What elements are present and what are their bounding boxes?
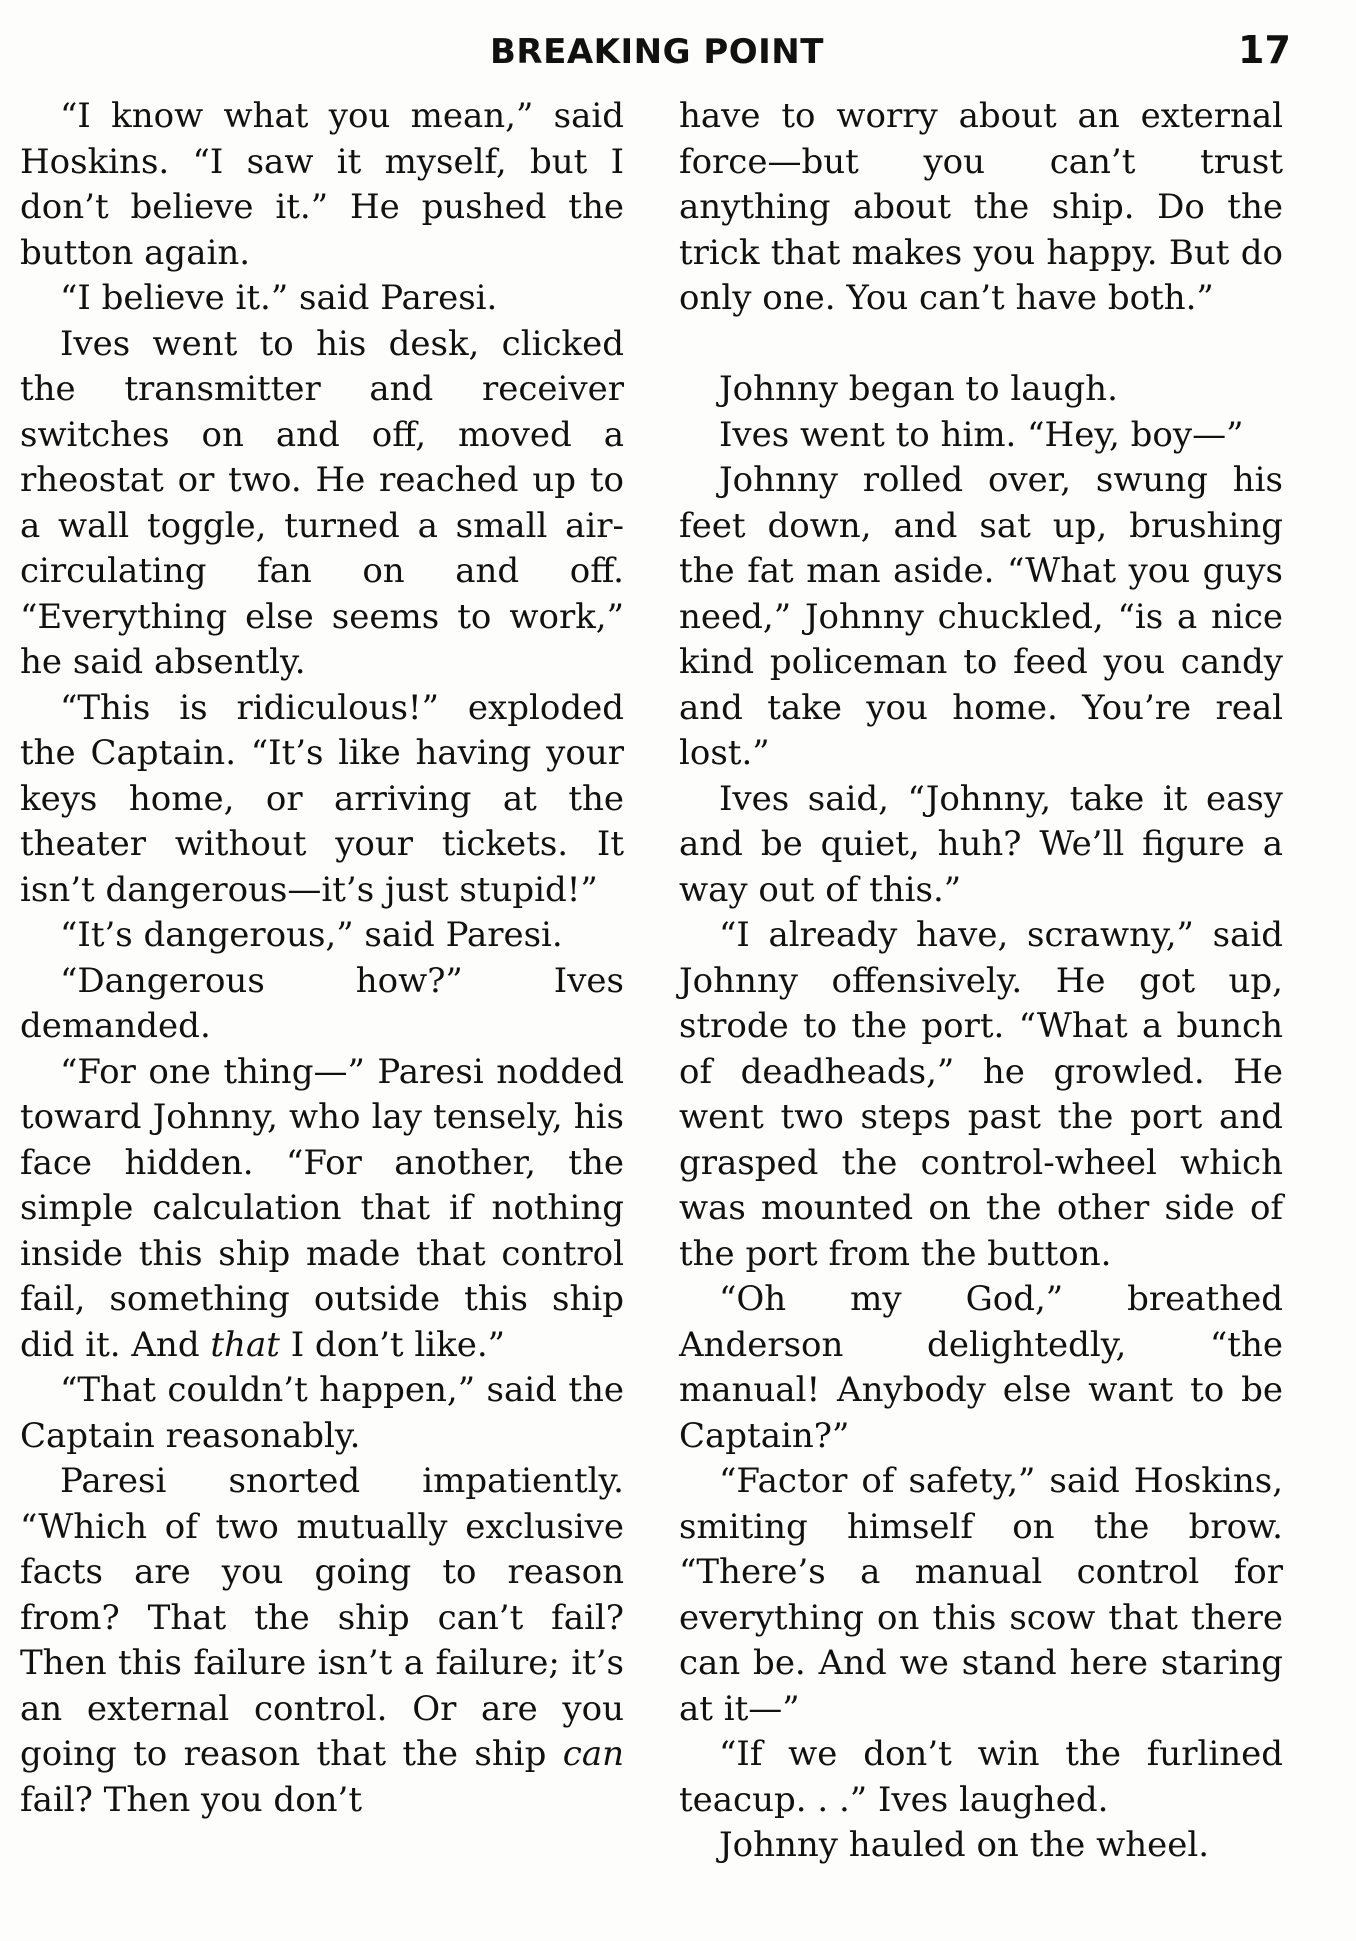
paragraph	[20, 686, 624, 914]
paragraph	[679, 413, 1283, 459]
paragraph	[679, 458, 1283, 777]
text-run: I don’t like.”	[279, 1324, 506, 1365]
paragraph	[20, 1459, 624, 1823]
paragraph	[679, 1277, 1283, 1459]
italic-text: can	[562, 1734, 624, 1774]
text-run: have to worry about an external force—but you can’t trust anything about the ship. Do the trick that makes you happy. But do only one. You can’t have both.”	[679, 96, 1283, 318]
text-run: Johnny rolled over, swung his feet down, and sat up, brushing the fat man aside. “What you guys need,” Johnny chuckled, “is a nice kind policeman to feed you candy and take you home. You’re real lost.”	[679, 460, 1283, 773]
text-run: Paresi snorted impatiently. “Which of two mutually exclusive facts are you going to reason from? That the ship can’t fail? Then this failure isn’t a failure; it’s an external control. Or are you going to reason that the ship	[20, 1461, 624, 1774]
paragraph	[20, 1050, 624, 1369]
paragraph	[679, 94, 1283, 322]
paragraph	[20, 1368, 624, 1459]
paragraph	[679, 367, 1283, 413]
paragraph	[20, 322, 624, 686]
text-run: “For one thing—” Paresi nodded toward Johnny, who lay tensely, his face hidden. “For another, the simple calculation that if nothing inside this ship made that control fail, something outside this ship did it. And	[20, 1051, 624, 1365]
paragraph	[20, 959, 624, 1050]
page-number: 17	[1238, 28, 1291, 72]
text-run: fail? Then you don’t	[20, 1779, 363, 1820]
text-run: “This is ridiculous!” exploded the Captain. “It’s like having your keys home, or arriving at the theater without your tickets. It isn’t dangerous—it’s just stupid!”	[20, 687, 624, 910]
italic-text: that	[210, 1324, 280, 1365]
text-run: “Oh my God,” breathed Anderson delightedly, “the manual! Anybody else want to be Captain?”	[679, 1279, 1283, 1456]
paragraph	[679, 777, 1283, 914]
paragraph	[20, 94, 624, 276]
text-run: Ives went to him. “Hey, boy—”	[719, 414, 1244, 455]
paragraph	[679, 1732, 1283, 1823]
text-run: “I already have, scrawny,” said Johnny offensively. He got up, strode to the port. “What a bunch of deadheads,” he growled. He went two steps past the port and grasped the control-wheel which was mounted on the other side of the port from the button.	[679, 915, 1283, 1274]
text-run: “It’s dangerous,” said Paresi.	[60, 915, 563, 955]
text-run: Ives said, “Johnny, take it easy and be quiet, huh? We’ll figure a way out of this.”	[679, 778, 1283, 910]
text-run: Johnny hauled on the wheel.	[719, 1825, 1210, 1865]
text-run: “That couldn’t happen,” said the Captain reasonably.	[20, 1370, 624, 1456]
text-column-left	[20, 94, 624, 1823]
running-head	[0, 26, 1356, 76]
text-run: Johnny began to laugh.	[719, 369, 1118, 409]
text-run: “Dangerous how?” Ives demanded.	[20, 960, 624, 1046]
text-run: “I believe it.” said Paresi.	[60, 278, 498, 318]
running-title: BREAKING POINT	[490, 32, 824, 72]
paragraph	[679, 1823, 1283, 1869]
text-column-right	[679, 94, 1283, 1869]
text-run: “Factor of safety,” said Hoskins, smiting himself on the brow. “There’s a manual control for everything on this scow that there can be. And we stand here staring at it—”	[679, 1461, 1283, 1729]
text-run: “If we don’t win the furlined teacup. . .” Ives laughed.	[679, 1734, 1283, 1820]
paragraph	[20, 913, 624, 959]
paragraph	[20, 276, 624, 322]
paragraph	[679, 913, 1283, 1277]
paragraph	[679, 1459, 1283, 1732]
text-run: “I know what you mean,” said Hoskins. “I saw it myself, but I don’t believe it.” He pushed the button again.	[20, 96, 624, 273]
text-run: Ives went to his desk, clicked the transmitter and receiver switches on and off, moved a rheostat or two. He reached up to a wall toggle, turned a small air-circulating fan on and off. “Everything else seems to work,” he said absently.	[20, 323, 624, 682]
